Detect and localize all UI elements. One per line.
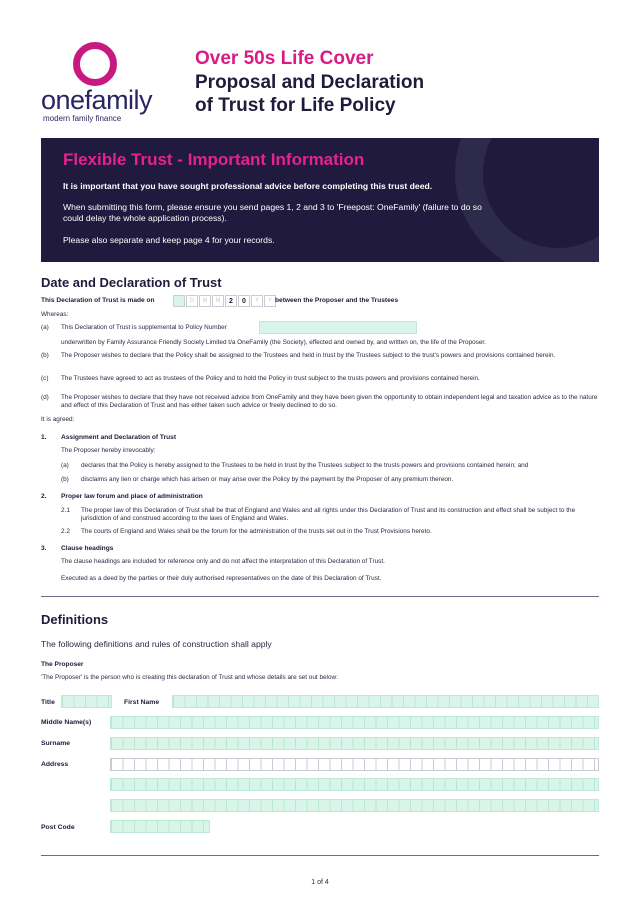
- surname-label: Surname: [41, 740, 71, 747]
- header-product: Over 50s Life Cover: [195, 48, 374, 69]
- logo-tagline: modern family finance: [43, 114, 122, 123]
- title-label: Title: [41, 699, 55, 706]
- item-key: (a): [41, 324, 49, 331]
- clause-3-number: 3.: [41, 545, 47, 552]
- clause-1-intro: The Proposer hereby irrevocably:: [61, 447, 156, 454]
- first-name-input[interactable]: [172, 695, 599, 708]
- banner-submission-text: When submitting this form, please ensure you send pages 1, 2 and 3 to 'Freepost: OneFamily' (failure to do so could delay the whole application process).: [63, 202, 482, 223]
- banner-keep-text: Please also separate and keep page 4 for your records.: [63, 235, 275, 245]
- logo-wordmark: onefamily: [41, 85, 153, 115]
- banner-decoration: [455, 138, 599, 262]
- address-line-1-input[interactable]: [110, 758, 599, 771]
- clause-2-1-text: The proper law of this Declaration of Trust shall be that of England and Wales and all rights under this Declaration of Trust and its construction and effect shall be subject to the jurisdiction of and construed according to the laws of England and Wales.: [81, 507, 576, 522]
- post-code-label: Post Code: [41, 824, 75, 831]
- footer-divider: [41, 855, 599, 856]
- clause-3-text: The clause headings are included for reference only and do not affect the interpretation of this Declaration of Trust.: [61, 558, 385, 565]
- item-d-text: The Proposer wishes to declare that they have not received advice from OneFamily and they have been given the opportunity to obtain independent legal and taxation advice as to the nature and effect of this Declaration of Trust and has either taken such advice or freely declined to do so.: [61, 394, 598, 409]
- clause-1-title: Assignment and Declaration of Trust: [61, 434, 177, 441]
- clause-1a-text: declares that the Policy is hereby assigned to the Trustees to be held in trust by the Trustees subject to the trusts powers and provisions contained herein; and: [81, 462, 529, 469]
- banner-title: Flexible Trust - Important Information: [63, 150, 365, 169]
- definitions-intro: The following definitions and rules of construction shall apply: [41, 639, 272, 649]
- date-box-blank[interactable]: [173, 295, 185, 307]
- between-label: between the Proposer and the Trustees: [275, 297, 399, 304]
- item-underwritten-text: underwritten by Family Assurance Friendly Society Limited t/a OneFamily (the Society), effected and owned by, and written on, the life of the Proposer.: [61, 339, 486, 346]
- clause-1b-key: (b): [61, 476, 69, 483]
- item-b-text: The Proposer wishes to declare that the Policy shall be assigned to the Trustees and held in trust by the Trustees subject to the trust's powers and provisions contained herein.: [61, 352, 556, 359]
- item-a-text: This Declaration of Trust is supplemental to Policy Number: [61, 324, 227, 331]
- clause-1-number: 1.: [41, 434, 47, 441]
- middle-names-input[interactable]: [110, 716, 599, 729]
- middle-names-label: Middle Name(s): [41, 719, 92, 726]
- agreed-label: It is agreed:: [41, 416, 75, 423]
- proposer-text: 'The Proposer' is the person who is creating this declaration of Trust and whose details are set out below:: [41, 674, 338, 681]
- address-label: Address: [41, 761, 69, 768]
- header-title-line2: of Trust for Life Policy: [195, 95, 396, 116]
- clause-2-2-key: 2.2: [61, 528, 70, 535]
- executed-text: Executed as a deed by the parties or their duly authorised representatives on the date of this Declaration of Trust.: [61, 575, 382, 582]
- definitions-heading: Definitions: [41, 612, 109, 627]
- item-c-text: The Trustees have agreed to act as trustees of the Policy and to hold the Policy in trust subject to the trusts powers and provisions contained herein.: [61, 375, 480, 382]
- clause-2-title: Proper law forum and place of administration: [61, 493, 203, 500]
- made-on-label: This Declaration of Trust is made on: [41, 297, 155, 304]
- address-line-2-input[interactable]: [110, 778, 599, 791]
- date-box-year-1[interactable]: 2: [225, 295, 237, 307]
- whereas-label: Whereas:: [41, 311, 69, 318]
- header-title-line1: Proposal and Declaration: [195, 72, 425, 93]
- clause-2-2-text: The courts of England and Wales shall be the forum for the administration of the trusts set out in the Trust Provisions hereto.: [81, 528, 432, 535]
- clause-2-number: 2.: [41, 493, 47, 500]
- declaration-heading: Date and Declaration of Trust: [41, 275, 222, 290]
- banner-advice-text: It is important that you have sought professional advice before completing this trust deed.: [63, 181, 433, 191]
- post-code-input[interactable]: [110, 820, 210, 833]
- item-key: (d): [41, 394, 49, 401]
- page-number: 1 of 4: [311, 879, 329, 886]
- clause-2-1-key: 2.1: [61, 507, 70, 514]
- address-line-3-input[interactable]: [110, 799, 599, 812]
- item-key: (c): [41, 375, 49, 382]
- date-box-year-2[interactable]: 0: [238, 295, 250, 307]
- first-name-label: First Name: [124, 699, 160, 706]
- date-box-year-3[interactable]: Y: [251, 295, 263, 307]
- declaration-date-input[interactable]: [173, 295, 273, 307]
- clause-1b-text: disclaims any lien or charge which has arisen or may arise over the Policy by the payment by the Proposer of any premium thereon.: [81, 476, 454, 483]
- proposer-heading: The Proposer: [41, 661, 84, 668]
- section-divider: [41, 596, 599, 597]
- clause-1a-key: (a): [61, 462, 69, 469]
- title-input[interactable]: [61, 695, 112, 708]
- clause-3-title: Clause headings: [61, 545, 114, 552]
- date-box-year-4[interactable]: Y: [264, 295, 276, 307]
- date-box-month-2[interactable]: M: [212, 295, 224, 307]
- surname-input[interactable]: [110, 737, 599, 750]
- date-box-month-1[interactable]: M: [199, 295, 211, 307]
- logo-mark: [73, 42, 117, 86]
- policy-number-input[interactable]: [259, 321, 417, 334]
- date-box-day[interactable]: D: [186, 295, 198, 307]
- important-info-banner: [41, 138, 599, 262]
- item-key: (b): [41, 352, 49, 359]
